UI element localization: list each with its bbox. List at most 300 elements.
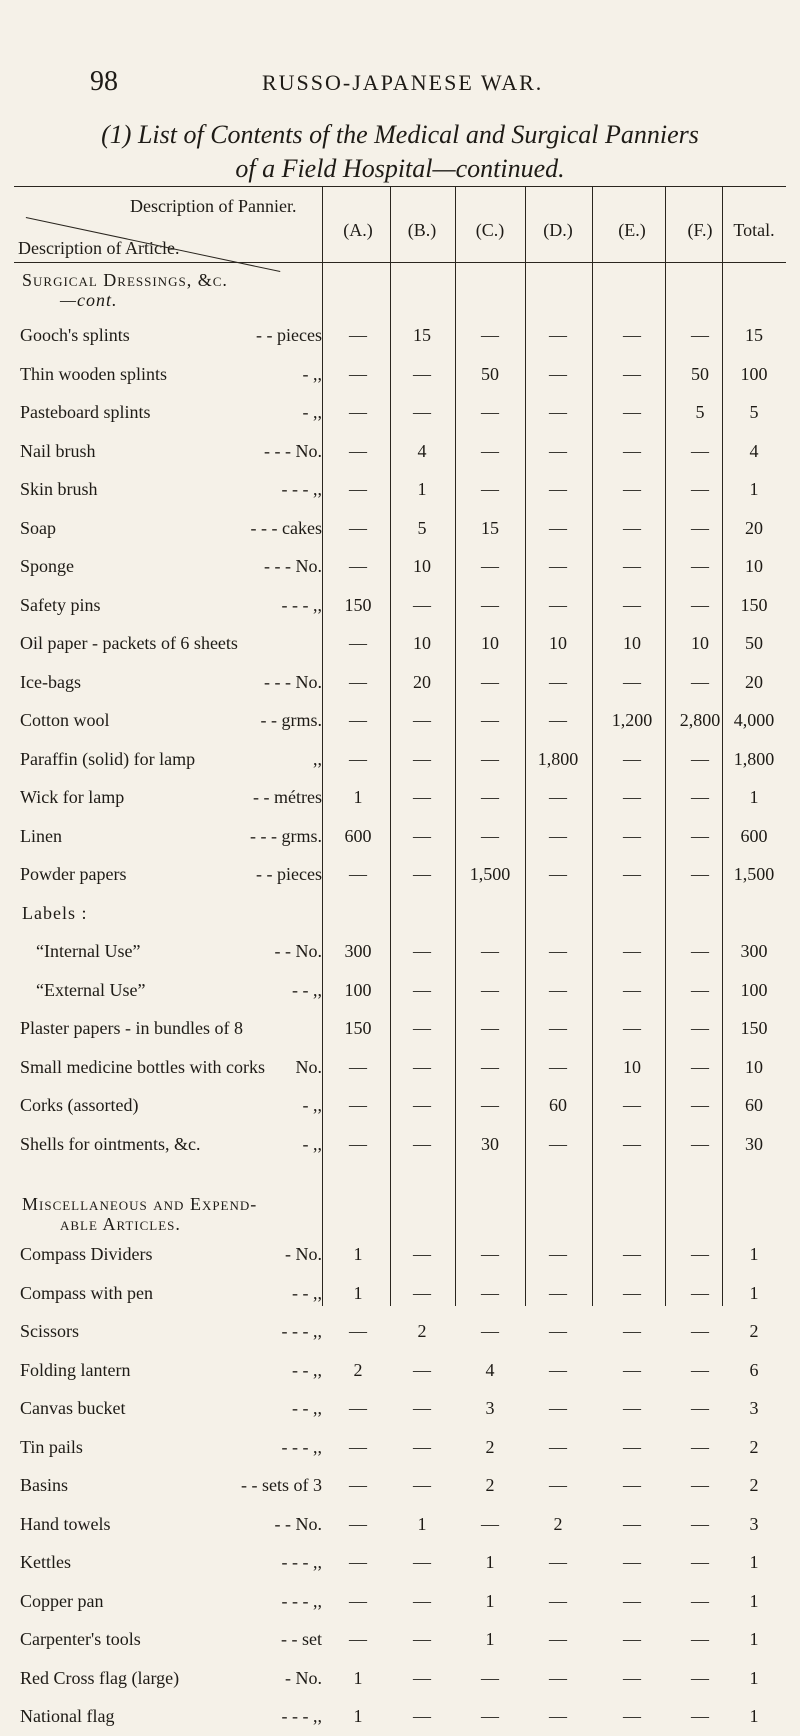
total-cell: 4,000 xyxy=(733,710,775,730)
quantity-cell: — xyxy=(481,1513,499,1534)
article-name: Scissors xyxy=(20,1321,80,1341)
table-row xyxy=(0,672,800,702)
quantity-cell: — xyxy=(413,825,431,846)
quantity-cell: — xyxy=(413,1056,431,1077)
quantity-cell: — xyxy=(413,1706,431,1726)
quantity-cell: — xyxy=(623,979,641,1000)
article-name: Corks (assorted) xyxy=(20,1095,139,1115)
quantity-cell: — xyxy=(413,1133,431,1154)
article-unit: - ,, xyxy=(302,363,322,384)
quantity-cell: — xyxy=(549,671,567,692)
article-unit: - - pieces xyxy=(256,325,322,345)
quantity-cell: — xyxy=(481,1095,499,1115)
table-row xyxy=(0,518,800,548)
quantity-cell: — xyxy=(481,787,499,807)
running-head: RUSSO-JAPANESE WAR. xyxy=(262,70,544,95)
total-cell: 1 xyxy=(749,1590,759,1611)
quantity-cell: — xyxy=(413,402,431,422)
quantity-cell: — xyxy=(623,864,641,884)
article-description-header: Description of Article. xyxy=(18,238,180,258)
quantity-cell: — xyxy=(481,479,499,499)
quantity-cell: — xyxy=(623,1359,641,1380)
quantity-cell: — xyxy=(691,1436,709,1457)
article-unit: - - - ,, xyxy=(281,1590,322,1611)
total-cell: 15 xyxy=(745,325,763,345)
quantity-cell: 1,200 xyxy=(611,710,653,730)
quantity-cell: 1 xyxy=(353,1282,363,1303)
article-name: Sponge xyxy=(20,556,74,576)
quantity-cell: — xyxy=(549,1321,567,1341)
total-cell: 30 xyxy=(745,1133,763,1154)
quantity-cell: — xyxy=(549,941,567,961)
column-header: (C.) xyxy=(475,220,505,240)
quantity-cell: — xyxy=(549,479,567,499)
article-unit: No. xyxy=(295,1056,322,1077)
article-unit: - No. xyxy=(285,1244,322,1264)
column-header: (E.) xyxy=(618,220,646,240)
table-row xyxy=(0,1018,800,1048)
quantity-cell: — xyxy=(623,479,641,499)
article-unit: - - - No. xyxy=(264,556,322,576)
quantity-cell: — xyxy=(413,363,431,384)
header-bottom-rule xyxy=(14,262,786,263)
table-row xyxy=(0,980,800,1010)
quantity-cell: 30 xyxy=(481,1133,499,1154)
total-cell: 1 xyxy=(749,479,759,499)
table-row xyxy=(0,864,800,894)
quantity-cell: — xyxy=(549,1398,567,1418)
table-row xyxy=(0,1437,800,1467)
section-continued: —cont. xyxy=(60,290,118,310)
article-unit: - ,, xyxy=(302,1095,322,1115)
quantity-cell: — xyxy=(413,1552,431,1572)
quantity-cell: 150 xyxy=(344,1018,372,1038)
article-unit: - - - ,, xyxy=(281,479,322,499)
quantity-cell: 3 xyxy=(485,1398,495,1418)
quantity-cell: — xyxy=(481,1667,499,1688)
quantity-cell: — xyxy=(413,594,431,615)
article-unit: - - ,, xyxy=(292,1398,322,1418)
quantity-cell: — xyxy=(623,1398,641,1418)
article-name: Soap xyxy=(20,517,56,538)
table-row xyxy=(0,556,800,586)
column-header: Total. xyxy=(733,220,775,240)
article-name: Red Cross flag (large) xyxy=(20,1667,180,1688)
quantity-cell: — xyxy=(691,1629,709,1649)
quantity-cell: — xyxy=(349,402,367,422)
quantity-cell: — xyxy=(691,1133,709,1154)
quantity-cell: — xyxy=(413,1629,431,1649)
quantity-cell: — xyxy=(549,1359,567,1380)
table-row xyxy=(0,1134,800,1164)
quantity-cell: 1 xyxy=(485,1629,495,1649)
quantity-cell: — xyxy=(349,325,367,345)
quantity-cell: — xyxy=(413,1667,431,1688)
article-name: Oil paper - packets of 6 sheets xyxy=(20,633,238,653)
table-row xyxy=(0,1283,800,1313)
table-row xyxy=(0,749,800,779)
quantity-cell: — xyxy=(481,594,499,615)
article-name: National flag xyxy=(20,1706,115,1726)
quantity-cell: — xyxy=(549,1244,567,1264)
column-header: (A.) xyxy=(343,220,373,240)
quantity-cell: — xyxy=(549,1667,567,1688)
total-cell: 1 xyxy=(749,1552,759,1572)
quantity-cell: — xyxy=(623,748,641,769)
quantity-cell: — xyxy=(623,1018,641,1038)
quantity-cell: — xyxy=(691,517,709,538)
quantity-cell: — xyxy=(691,671,709,692)
total-cell: 2 xyxy=(749,1475,759,1495)
quantity-cell: — xyxy=(481,1321,499,1341)
quantity-cell: — xyxy=(623,1095,641,1115)
article-unit: - - - ,, xyxy=(281,1436,322,1457)
quantity-cell: — xyxy=(623,440,641,461)
quantity-cell: 5 xyxy=(417,517,427,538)
quantity-cell: — xyxy=(691,1552,709,1572)
quantity-cell: — xyxy=(691,1475,709,1495)
quantity-cell: 10 xyxy=(481,633,499,653)
total-cell: 1 xyxy=(749,1629,759,1649)
article-unit: - - - ,, xyxy=(281,1706,322,1726)
quantity-cell: — xyxy=(691,979,709,1000)
quantity-cell: — xyxy=(691,556,709,576)
quantity-cell: 10 xyxy=(413,633,431,653)
labels-heading: Labels : xyxy=(22,902,88,923)
quantity-cell: — xyxy=(481,941,499,961)
section-heading: able Articles. xyxy=(60,1214,181,1234)
quantity-cell: — xyxy=(413,941,431,961)
quantity-cell: 1,500 xyxy=(469,864,511,884)
quantity-cell: 1 xyxy=(353,787,363,807)
article-name: Tin pails xyxy=(20,1436,83,1457)
quantity-cell: — xyxy=(691,1398,709,1418)
quantity-cell: — xyxy=(691,864,709,884)
article-unit: - - No. xyxy=(274,1513,322,1534)
quantity-cell: — xyxy=(349,1475,367,1495)
article-unit: - - métres xyxy=(253,787,322,807)
quantity-cell: — xyxy=(691,1359,709,1380)
total-cell: 4 xyxy=(749,440,759,461)
quantity-cell: — xyxy=(413,1398,431,1418)
quantity-cell: — xyxy=(623,787,641,807)
table-row xyxy=(0,364,800,394)
total-cell: 10 xyxy=(745,1056,763,1077)
quantity-cell: 4 xyxy=(485,1359,495,1380)
quantity-cell: — xyxy=(349,864,367,884)
quantity-cell: — xyxy=(481,748,499,769)
quantity-cell: — xyxy=(349,517,367,538)
quantity-cell: — xyxy=(549,402,567,422)
table-row xyxy=(0,826,800,856)
table-row xyxy=(0,1057,800,1087)
article-name: Ice-bags xyxy=(20,671,81,692)
total-cell: 2 xyxy=(749,1436,759,1457)
quantity-cell: — xyxy=(549,864,567,884)
quantity-cell: — xyxy=(549,1552,567,1572)
quantity-cell: 5 xyxy=(695,402,705,422)
quantity-cell: — xyxy=(691,1590,709,1611)
quantity-cell: — xyxy=(623,1244,641,1264)
article-name: Basins xyxy=(20,1475,69,1495)
quantity-cell: — xyxy=(549,979,567,1000)
quantity-cell: 2 xyxy=(553,1513,563,1534)
quantity-cell: — xyxy=(349,1133,367,1154)
quantity-cell: — xyxy=(691,1667,709,1688)
quantity-cell: — xyxy=(549,1475,567,1495)
total-cell: 100 xyxy=(740,363,768,384)
quantity-cell: — xyxy=(481,1056,499,1077)
quantity-cell: — xyxy=(549,1590,567,1611)
total-cell: 150 xyxy=(740,594,768,615)
quantity-cell: 1 xyxy=(485,1590,495,1611)
quantity-cell: — xyxy=(623,671,641,692)
quantity-cell: — xyxy=(349,1590,367,1611)
table-row xyxy=(0,633,800,663)
quantity-cell: — xyxy=(623,1590,641,1611)
quantity-cell: — xyxy=(549,787,567,807)
quantity-cell: — xyxy=(691,1018,709,1038)
quantity-cell: — xyxy=(691,1095,709,1115)
total-cell: 2 xyxy=(749,1321,759,1341)
quantity-cell: — xyxy=(481,325,499,345)
quantity-cell: — xyxy=(549,440,567,461)
article-name: Gooch's splints xyxy=(20,325,130,345)
quantity-cell: — xyxy=(349,363,367,384)
article-unit: - - No. xyxy=(274,941,322,961)
quantity-cell: — xyxy=(549,363,567,384)
quantity-cell: 2 xyxy=(485,1436,495,1457)
total-cell: 60 xyxy=(745,1095,763,1115)
article-unit: - ,, xyxy=(302,1133,322,1154)
column-header: (D.) xyxy=(543,220,573,240)
quantity-cell: — xyxy=(481,825,499,846)
total-cell: 300 xyxy=(740,941,768,961)
quantity-cell: 50 xyxy=(481,363,499,384)
article-name: Linen xyxy=(20,825,62,846)
quantity-cell: — xyxy=(349,479,367,499)
quantity-cell: — xyxy=(623,363,641,384)
article-name: Paraffin (solid) for lamp xyxy=(20,748,196,769)
quantity-cell: 2 xyxy=(353,1359,363,1380)
article-unit: - - set xyxy=(281,1629,322,1649)
page-header xyxy=(0,62,800,102)
article-name: Thin wooden splints xyxy=(20,363,167,384)
table-row xyxy=(0,1591,800,1621)
article-name: Small medicine bottles with corks xyxy=(20,1056,265,1077)
quantity-cell: — xyxy=(349,671,367,692)
quantity-cell: — xyxy=(481,710,499,730)
quantity-cell: 1 xyxy=(417,479,427,499)
quantity-cell: — xyxy=(623,1552,641,1572)
table-row xyxy=(0,1360,800,1390)
quantity-cell: — xyxy=(413,1436,431,1457)
article-name: Nail brush xyxy=(20,440,96,461)
quantity-cell: — xyxy=(349,556,367,576)
article-unit: - - - No. xyxy=(264,440,322,461)
quantity-cell: 4 xyxy=(417,440,427,461)
article-unit: - - - No. xyxy=(264,671,322,692)
article-name: Canvas bucket xyxy=(20,1398,126,1418)
quantity-cell: — xyxy=(549,517,567,538)
quantity-cell: — xyxy=(691,1321,709,1341)
article-unit: - No. xyxy=(285,1667,322,1688)
article-name: Skin brush xyxy=(20,479,98,499)
total-cell: 100 xyxy=(740,979,768,1000)
quantity-cell: 15 xyxy=(481,517,499,538)
total-cell: 20 xyxy=(745,517,763,538)
article-name: Cotton wool xyxy=(20,710,110,730)
quantity-cell: — xyxy=(623,1706,641,1726)
quantity-cell: — xyxy=(413,1475,431,1495)
article-name: Kettles xyxy=(20,1552,71,1572)
table-row xyxy=(0,1629,800,1659)
quantity-cell: — xyxy=(623,1629,641,1649)
quantity-cell: — xyxy=(349,1321,367,1341)
quantity-cell: — xyxy=(349,748,367,769)
quantity-cell: — xyxy=(481,556,499,576)
article-name: Carpenter's tools xyxy=(20,1629,141,1649)
quantity-cell: — xyxy=(349,1436,367,1457)
total-cell: 1 xyxy=(749,1706,759,1726)
quantity-cell: — xyxy=(623,325,641,345)
table-row xyxy=(0,1668,800,1698)
column-header: (B.) xyxy=(407,220,437,240)
quantity-cell: — xyxy=(623,402,641,422)
quantity-cell: — xyxy=(413,748,431,769)
quantity-cell: — xyxy=(691,325,709,345)
total-cell: 1 xyxy=(749,1244,759,1264)
article-name: Powder papers xyxy=(20,864,127,884)
table-row xyxy=(0,710,800,740)
quantity-cell: — xyxy=(549,1282,567,1303)
quantity-cell: 2 xyxy=(417,1321,427,1341)
quantity-cell: 300 xyxy=(344,941,372,961)
quantity-cell: 1 xyxy=(417,1513,427,1534)
quantity-cell: — xyxy=(349,440,367,461)
quantity-cell: 2,800 xyxy=(679,710,721,730)
table-row xyxy=(0,1706,800,1736)
quantity-cell: — xyxy=(413,787,431,807)
quantity-cell: — xyxy=(623,517,641,538)
quantity-cell: — xyxy=(481,1018,499,1038)
article-name: Compass with pen xyxy=(20,1282,153,1303)
quantity-cell: — xyxy=(623,1282,641,1303)
quantity-cell: — xyxy=(691,1244,709,1264)
article-unit: - - - grms. xyxy=(250,825,322,846)
article-unit: - - - ,, xyxy=(281,1552,322,1572)
quantity-cell: 100 xyxy=(344,979,372,1000)
article-unit: - - pieces xyxy=(256,864,322,884)
article-unit: - - - cakes xyxy=(250,517,322,538)
table-row xyxy=(0,1321,800,1351)
quantity-cell: — xyxy=(691,1282,709,1303)
quantity-cell: — xyxy=(481,1244,499,1264)
quantity-cell: — xyxy=(413,1282,431,1303)
article-unit: - - sets of 3 xyxy=(241,1475,322,1495)
quantity-cell: — xyxy=(691,787,709,807)
quantity-cell: — xyxy=(349,1398,367,1418)
article-name: Safety pins xyxy=(20,594,101,615)
total-cell: 10 xyxy=(745,556,763,576)
quantity-cell: — xyxy=(691,440,709,461)
quantity-cell: 60 xyxy=(549,1095,567,1115)
quantity-cell: — xyxy=(691,479,709,499)
table-row xyxy=(0,787,800,817)
quantity-cell: — xyxy=(691,1706,709,1726)
quantity-cell: — xyxy=(549,1056,567,1077)
quantity-cell: — xyxy=(413,1590,431,1611)
total-cell: 1 xyxy=(749,1667,759,1688)
quantity-cell: — xyxy=(549,710,567,730)
quantity-cell: — xyxy=(349,1513,367,1534)
quantity-cell: — xyxy=(481,440,499,461)
quantity-cell: — xyxy=(549,825,567,846)
quantity-cell: — xyxy=(349,1056,367,1077)
article-name: Pasteboard splints xyxy=(20,402,151,422)
table-row xyxy=(0,325,800,355)
quantity-cell: — xyxy=(549,325,567,345)
article-name: Copper pan xyxy=(20,1590,104,1611)
pannier-description-header: Description of Pannier. xyxy=(130,196,297,216)
quantity-cell: 10 xyxy=(413,556,431,576)
quantity-cell: — xyxy=(623,556,641,576)
article-unit: - ,, xyxy=(302,402,322,422)
quantity-cell: — xyxy=(481,1706,499,1726)
quantity-cell: — xyxy=(623,1133,641,1154)
quantity-cell: — xyxy=(349,1095,367,1115)
total-cell: 20 xyxy=(745,671,763,692)
article-unit: - - ,, xyxy=(292,1359,322,1380)
quantity-cell: — xyxy=(691,1056,709,1077)
total-cell: 1,500 xyxy=(733,864,775,884)
quantity-cell: 1 xyxy=(353,1667,363,1688)
quantity-cell: 2 xyxy=(485,1475,495,1495)
quantity-cell: — xyxy=(623,941,641,961)
quantity-cell: 1 xyxy=(485,1552,495,1572)
quantity-cell: — xyxy=(413,864,431,884)
total-cell: 600 xyxy=(740,825,768,846)
total-cell: 3 xyxy=(749,1513,759,1534)
quantity-cell: — xyxy=(413,1095,431,1115)
quantity-cell: 10 xyxy=(623,1056,641,1077)
table-row xyxy=(0,402,800,432)
total-cell: 6 xyxy=(749,1359,759,1380)
quantity-cell: — xyxy=(691,825,709,846)
article-name: Shells for ointments, &c. xyxy=(20,1133,201,1154)
page-number: 98 xyxy=(90,66,118,97)
table-top-rule xyxy=(14,186,786,187)
title-line-1: (1) List of Contents of the Medical and Surgical Panniers xyxy=(101,120,699,149)
article-name: Hand towels xyxy=(20,1513,111,1534)
article-unit: - - ,, xyxy=(292,1282,322,1303)
table-row xyxy=(0,1398,800,1428)
article-unit: - - - ,, xyxy=(281,1321,322,1341)
column-header: (F.) xyxy=(687,220,713,240)
article-name: Folding lantern xyxy=(20,1359,131,1380)
quantity-cell: — xyxy=(413,1244,431,1264)
quantity-cell: — xyxy=(481,402,499,422)
total-cell: 1,800 xyxy=(733,748,775,769)
quantity-cell: 600 xyxy=(344,825,372,846)
quantity-cell: — xyxy=(623,1513,641,1534)
quantity-cell: — xyxy=(549,594,567,615)
quantity-cell: 1 xyxy=(353,1244,363,1264)
table-row xyxy=(0,1475,800,1505)
table-row xyxy=(0,941,800,971)
table-row xyxy=(0,1244,800,1274)
quantity-cell: 150 xyxy=(344,594,372,615)
